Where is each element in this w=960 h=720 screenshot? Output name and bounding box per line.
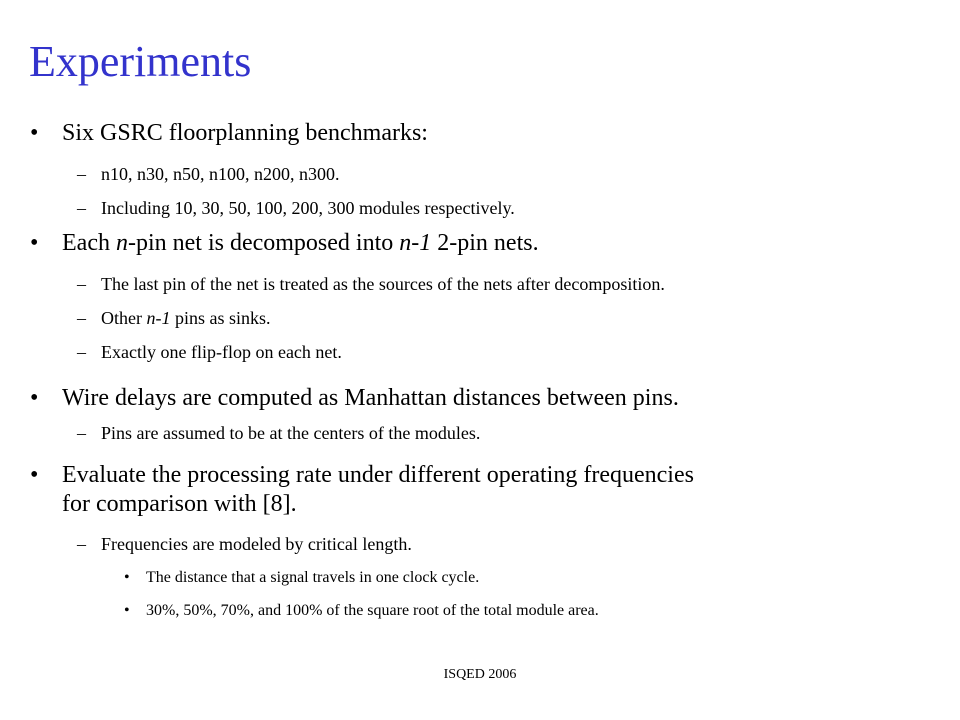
footer-text: ISQED 2006 xyxy=(443,667,517,682)
level2-dash: – xyxy=(77,274,86,294)
text-part: 2-pin nets. xyxy=(431,230,539,256)
italic-variable: n-1 xyxy=(399,230,432,256)
sub-bullet-text: Including 10, 30, 50, 100, 200, 300 modules respectively. xyxy=(101,198,515,218)
level2-dash: – xyxy=(77,198,86,218)
level1-bullet: • xyxy=(30,120,39,146)
sub-bullet-text: Exactly one flip-flop on each net. xyxy=(101,342,342,362)
bullet-text: Six GSRC floorplanning benchmarks: xyxy=(62,120,428,146)
level1-bullet: • xyxy=(30,462,39,488)
text-part: Other xyxy=(101,308,147,328)
level3-bullet: • xyxy=(124,602,130,619)
text-part: Each xyxy=(62,230,116,256)
italic-variable: n-1 xyxy=(146,308,171,328)
bullet-text-line: for comparison with [8]. xyxy=(62,491,297,517)
text-part: -pin net is decomposed into xyxy=(127,230,400,256)
text-part: pins as sinks. xyxy=(170,308,271,328)
level2-dash: – xyxy=(77,308,86,328)
bullet-text-line: Evaluate the processing rate under different operating frequencies xyxy=(62,462,694,488)
level1-bullet: • xyxy=(30,230,39,256)
bullet-text xyxy=(62,229,539,257)
sub-sub-bullet-text: The distance that a signal travels in one clock cycle. xyxy=(146,569,480,586)
sub-bullet-text: Frequencies are modeled by critical length. xyxy=(101,534,412,554)
level2-dash: – xyxy=(77,423,86,443)
level1-bullet: • xyxy=(30,385,39,411)
level2-dash: – xyxy=(77,342,86,362)
sub-bullet-text: n10, n30, n50, n100, n200, n300. xyxy=(101,164,340,184)
slide-title: Experiments xyxy=(29,37,252,86)
italic-variable: n xyxy=(115,230,128,256)
sub-bullet-text: The last pin of the net is treated as the sources of the nets after decomposition. xyxy=(101,274,665,294)
level2-dash: – xyxy=(77,534,86,554)
sub-sub-bullet-text: 30%, 50%, 70%, and 100% of the square root of the total module area. xyxy=(146,602,599,619)
level2-dash: – xyxy=(77,164,86,184)
sub-bullet-text: Pins are assumed to be at the centers of the modules. xyxy=(101,423,481,443)
bullet-text: Wire delays are computed as Manhattan distances between pins. xyxy=(62,385,679,411)
level3-bullet: • xyxy=(124,569,130,586)
sub-bullet-text xyxy=(101,307,271,329)
